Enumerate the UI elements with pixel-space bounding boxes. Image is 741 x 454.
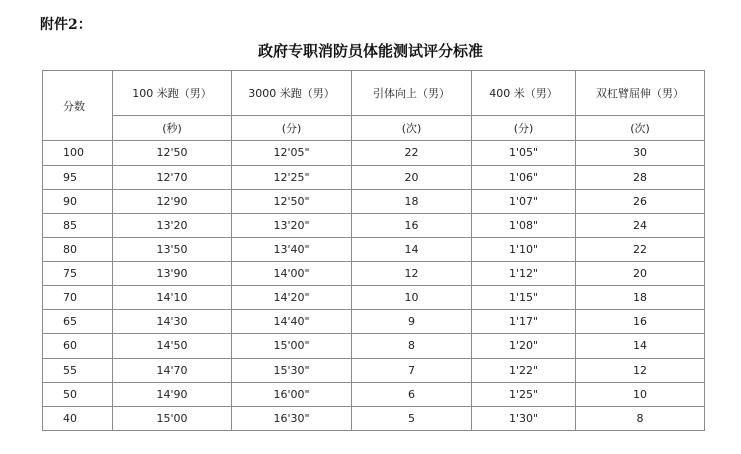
dips-cell: 28 <box>576 165 705 189</box>
time-400m-cell: 1'07" <box>472 189 576 213</box>
pullups-cell: 8 <box>352 334 472 358</box>
pullups-cell: 7 <box>352 358 472 382</box>
table-row <box>43 286 705 310</box>
time-100m-cell: 12'70 <box>113 165 232 189</box>
table-row <box>43 165 705 189</box>
time-100m-cell: 13'50 <box>113 237 232 261</box>
time-100m-cell: 14'90 <box>113 382 232 406</box>
score-cell: 80 <box>43 237 113 261</box>
time-400m-cell: 1'20" <box>472 334 576 358</box>
time-100m-cell: 13'20 <box>113 213 232 237</box>
score-table-body <box>43 71 705 431</box>
score-cell: 95 <box>43 165 113 189</box>
time-100m-cell: 15'00 <box>113 406 232 430</box>
time-400m-cell: 1'06" <box>472 165 576 189</box>
score-cell: 65 <box>43 310 113 334</box>
dips-cell: 10 <box>576 382 705 406</box>
pullups-cell: 22 <box>352 141 472 165</box>
pullups-cell: 14 <box>352 237 472 261</box>
time-400m-cell: 1'12" <box>472 262 576 286</box>
time-3000m-cell: 12'25" <box>232 165 352 189</box>
time-3000m-cell: 16'00" <box>232 382 352 406</box>
score-cell: 50 <box>43 382 113 406</box>
time-3000m-cell: 16'30" <box>232 406 352 430</box>
score-cell: 55 <box>43 358 113 382</box>
header-3000m: 3000 米跑（男） <box>232 71 352 116</box>
time-400m-cell: 1'05" <box>472 141 576 165</box>
attachment-label: 附件2： <box>40 17 92 33</box>
time-100m-cell: 14'30 <box>113 310 232 334</box>
time-3000m-cell: 13'40" <box>232 237 352 261</box>
dips-cell: 8 <box>576 406 705 430</box>
header-row <box>43 71 705 116</box>
unit-400m: (分) <box>472 116 576 141</box>
score-cell: 90 <box>43 189 113 213</box>
dips-cell: 14 <box>576 334 705 358</box>
time-3000m-cell: 15'30" <box>232 358 352 382</box>
pullups-cell: 20 <box>352 165 472 189</box>
time-3000m-cell: 14'00" <box>232 262 352 286</box>
dips-cell: 22 <box>576 237 705 261</box>
header-100m: 100 米跑（男） <box>113 71 232 116</box>
pullups-cell: 12 <box>352 262 472 286</box>
unit-100m: (秒) <box>113 116 232 141</box>
dips-cell: 16 <box>576 310 705 334</box>
dips-cell: 12 <box>576 358 705 382</box>
unit-pullups: (次) <box>352 116 472 141</box>
document-title: 政府专职消防员体能测试评分标准 <box>257 42 483 60</box>
table-row <box>43 213 705 237</box>
header-400m: 400 米（男） <box>472 71 576 116</box>
pullups-cell: 9 <box>352 310 472 334</box>
score-cell: 100 <box>43 141 113 165</box>
table-row <box>43 358 705 382</box>
dips-cell: 26 <box>576 189 705 213</box>
time-100m-cell: 12'90 <box>113 189 232 213</box>
dips-cell: 18 <box>576 286 705 310</box>
time-100m-cell: 13'90 <box>113 262 232 286</box>
pullups-cell: 6 <box>352 382 472 406</box>
table-row <box>43 334 705 358</box>
dips-cell: 30 <box>576 141 705 165</box>
pullups-cell: 10 <box>352 286 472 310</box>
score-table <box>42 70 705 431</box>
time-400m-cell: 1'10" <box>472 237 576 261</box>
time-400m-cell: 1'30" <box>472 406 576 430</box>
table-row <box>43 189 705 213</box>
time-100m-cell: 12'50 <box>113 141 232 165</box>
header-pullups: 引体向上（男） <box>352 71 472 116</box>
table-row <box>43 382 705 406</box>
unit-dips: (次) <box>576 116 705 141</box>
time-3000m-cell: 14'20" <box>232 286 352 310</box>
time-400m-cell: 1'15" <box>472 286 576 310</box>
unit-3000m: (分) <box>232 116 352 141</box>
unit-row <box>43 116 705 141</box>
time-400m-cell: 1'22" <box>472 358 576 382</box>
time-400m-cell: 1'25" <box>472 382 576 406</box>
header-dips: 双杠臂屈伸（男） <box>576 71 705 116</box>
table-row <box>43 310 705 334</box>
score-cell: 70 <box>43 286 113 310</box>
pullups-cell: 16 <box>352 213 472 237</box>
pullups-cell: 18 <box>352 189 472 213</box>
score-cell: 40 <box>43 406 113 430</box>
dips-cell: 20 <box>576 262 705 286</box>
time-3000m-cell: 12'05" <box>232 141 352 165</box>
score-header: 分数 <box>43 71 113 141</box>
table-row <box>43 237 705 261</box>
pullups-cell: 5 <box>352 406 472 430</box>
time-3000m-cell: 15'00" <box>232 334 352 358</box>
score-cell: 85 <box>43 213 113 237</box>
time-3000m-cell: 13'20" <box>232 213 352 237</box>
score-cell: 75 <box>43 262 113 286</box>
table-row <box>43 141 705 165</box>
time-100m-cell: 14'50 <box>113 334 232 358</box>
table-row <box>43 262 705 286</box>
time-3000m-cell: 14'40" <box>232 310 352 334</box>
dips-cell: 24 <box>576 213 705 237</box>
time-100m-cell: 14'70 <box>113 358 232 382</box>
time-100m-cell: 14'10 <box>113 286 232 310</box>
time-400m-cell: 1'17" <box>472 310 576 334</box>
table-row <box>43 406 705 430</box>
time-400m-cell: 1'08" <box>472 213 576 237</box>
time-3000m-cell: 12'50" <box>232 189 352 213</box>
score-cell: 60 <box>43 334 113 358</box>
